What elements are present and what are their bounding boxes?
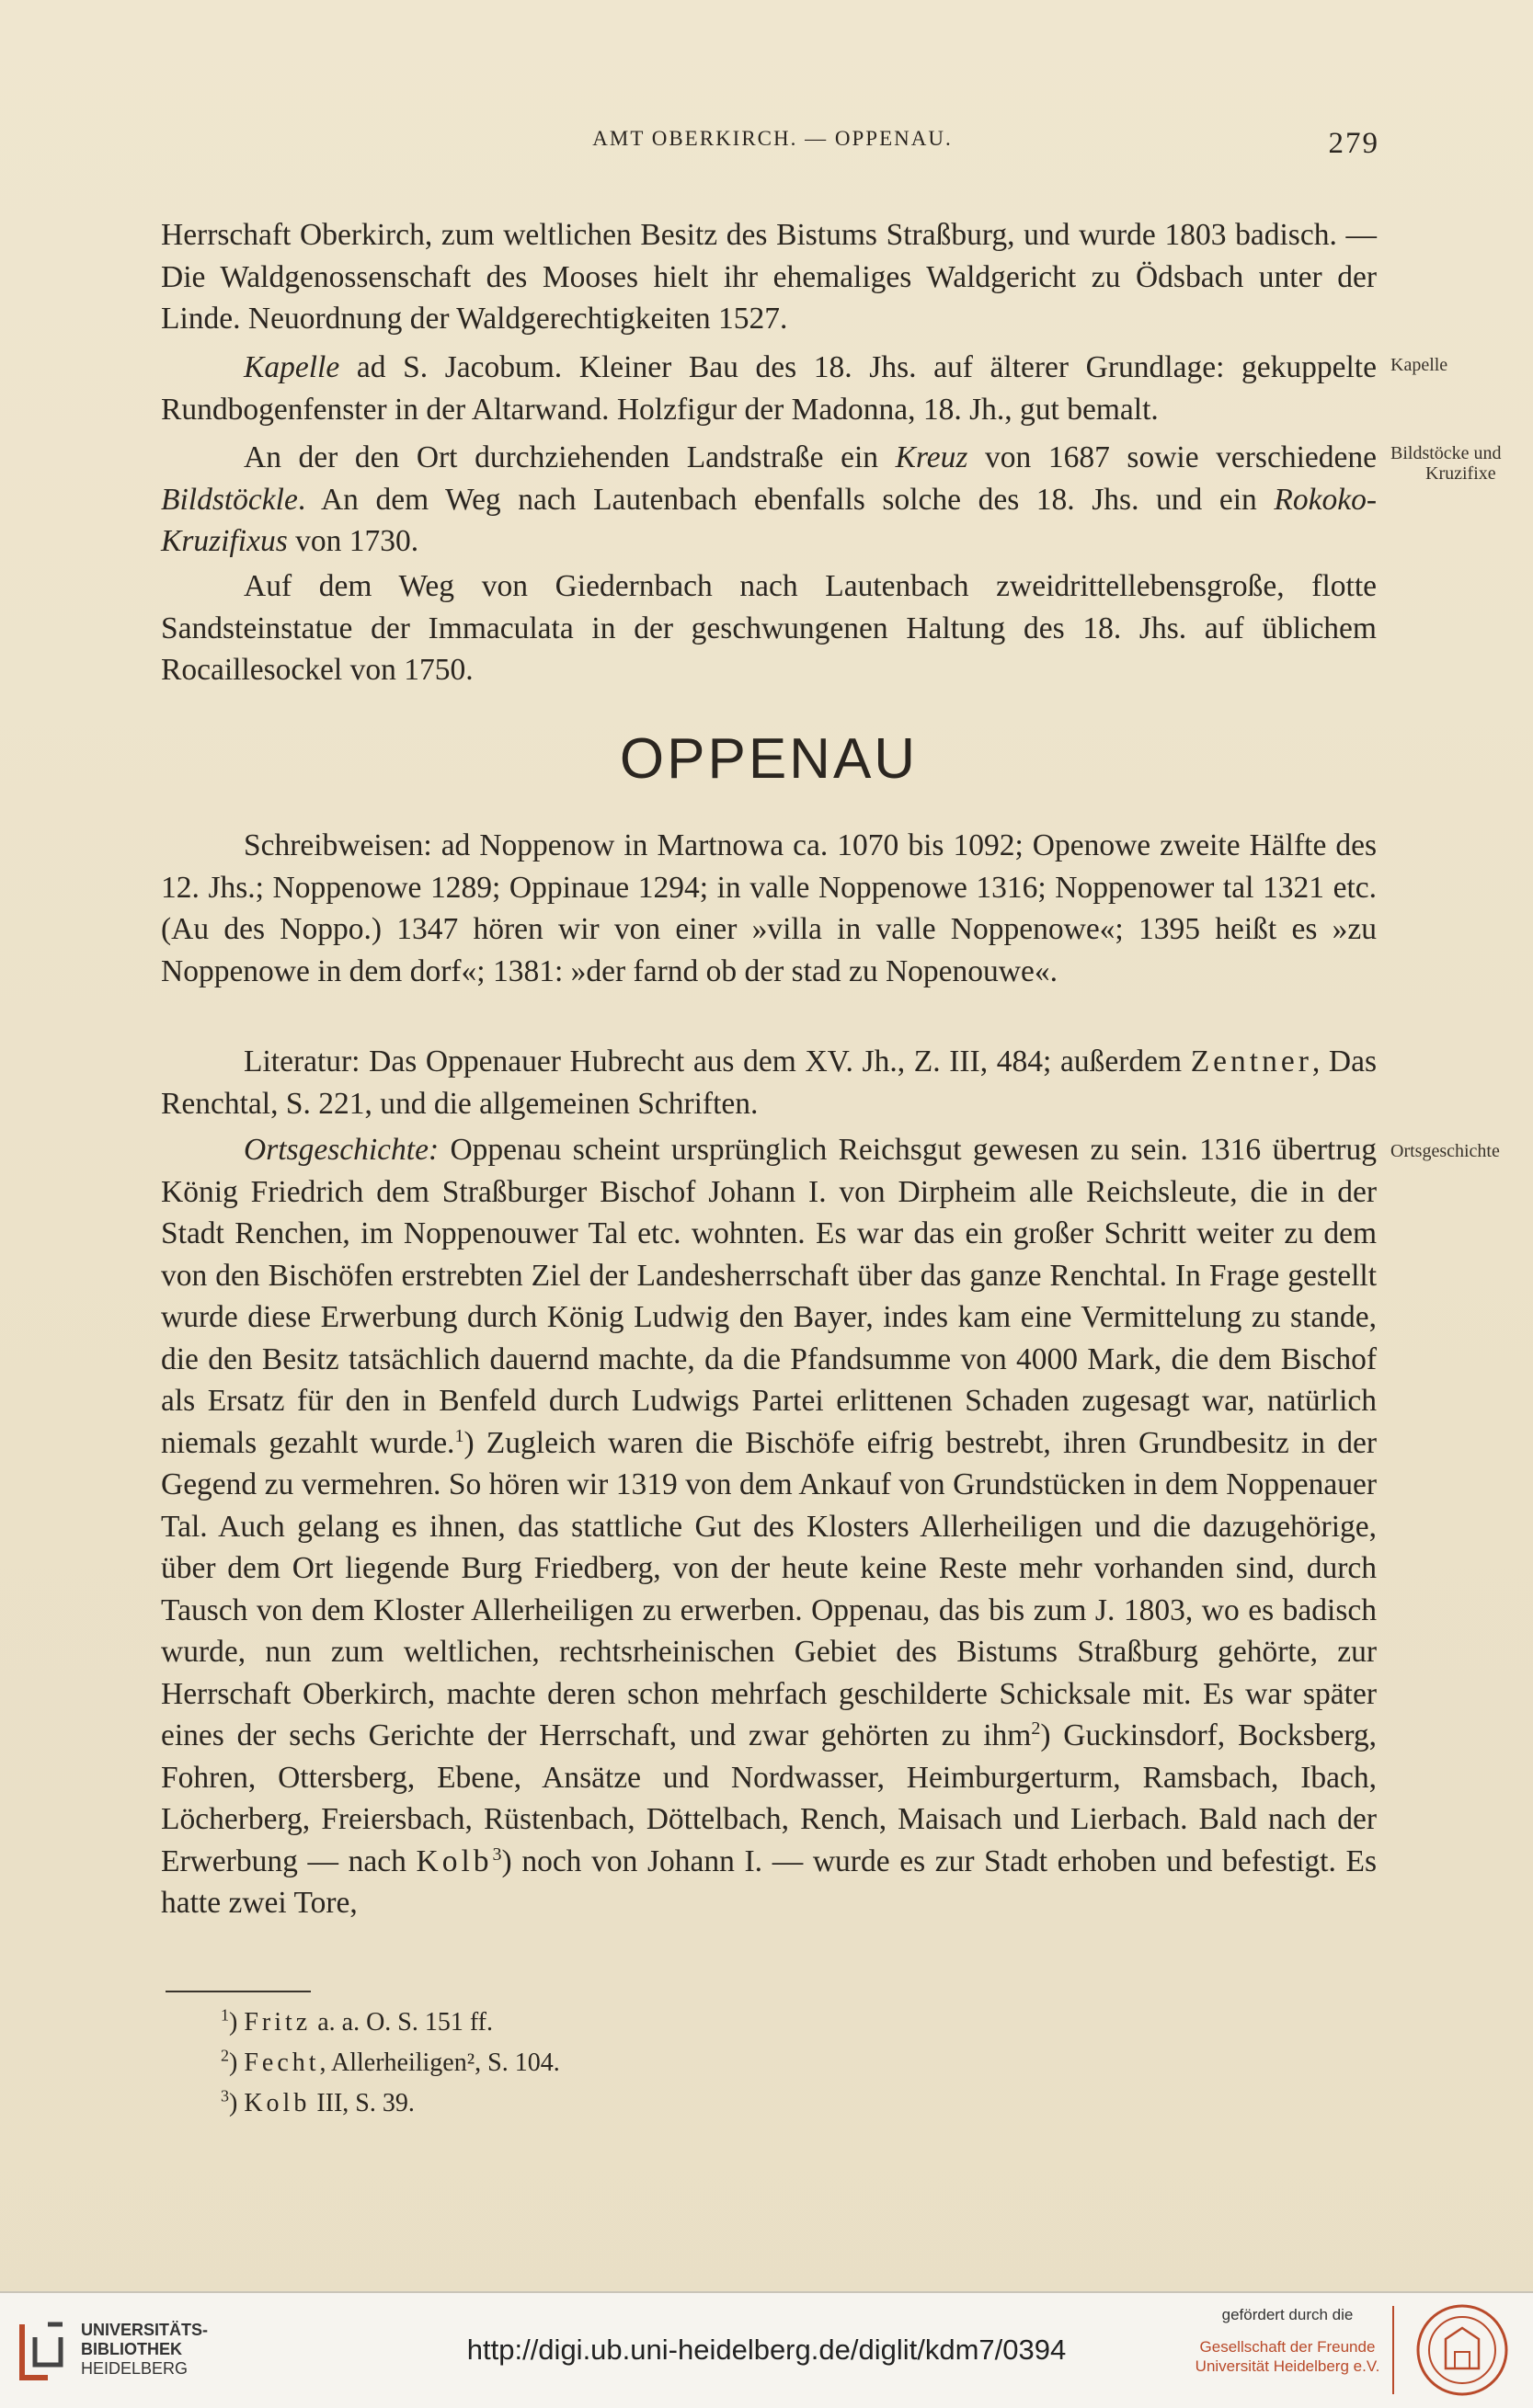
margin-note-bildstoecke — [1390, 443, 1533, 484]
bildstoecke-text-a: An der den Ort durchziehenden Landstraße ein — [244, 440, 896, 474]
zentner-author: Zentner — [1190, 1044, 1312, 1078]
sponsor-label: gefördert durch die — [1221, 2306, 1354, 2323]
library-name-line2: BIBLIOTHEK — [81, 2340, 182, 2358]
schreibweisen-text: Schreibweisen: ad Noppenow in Martnowa ca. 1070 bis 1092; Openowe zweite Hälfte des 12. Jhs.; Noppenowe 1289; Oppinaue 1294; in valle Noppenowe 1316; Noppenower tal 1321 etc. (Au des Noppo.) 1347 hören wir von einer »villa in valle Noppenowe«; 1395 heißt es »zu Noppenowe in dem dorf«; 1381: »der farnd ob der stad zu Nopenouwe«. — [161, 828, 1377, 988]
ortsgeschichte-text-a: Oppenau scheint ursprünglich Reichsgut gewesen zu sein. 1316 übertrug König Friedrich dem Straßburger Bischof Johann I. von Dirpheim alle Reichsleute, die in der Stadt Renchen, im Noppenouwer Tal etc. wohnten. Es war das ein großer Schritt weiter zu dem von den Bischöfen erstrebten Ziel der Landesherrschaft über das ganze Renchtal. In Frage gestellt wurde diese Erwerbung durch König Ludwig den Bayer, indes kam eine Vermittelung zu stande, die den Besitz tatsächlich dauernd machte, da die Pfandsumme von 4000 Mark, die dem Bischof als Ersatz für den in Benfeld durch Ludwigs Partei erlittenen Schaden zugesagt war, natürlich niemals gezahlt wurde. — [161, 1133, 1377, 1460]
footnote-mark: 2 — [221, 2046, 229, 2065]
footnote-author: Fecht — [244, 2049, 320, 2077]
paragraph-1 — [161, 214, 1377, 340]
bildstoecke-text-d: von 1730. — [287, 524, 419, 558]
ortsgeschichte-text-d: ) noch von Johann I. — wurde es zur Stadt erhoben und befestigt. Es hatte zwei Tore, — [161, 1843, 1377, 1920]
footnote-ref-2[interactable]: 2 — [1031, 1718, 1041, 1739]
kreuz-term: Kreuz — [895, 440, 968, 474]
literatur-text-a: Literatur: Das Oppenauer Hubrecht aus dem XV. Jh., Z. III, 484; außerdem — [244, 1044, 1191, 1078]
margin-note-bildstoecke-line1: Bildstöcke und — [1390, 443, 1502, 463]
immaculata-text: Auf dem Weg von Giedernbach nach Lautenbach zweidrittellebensgroße, flotte Sandsteinstatue der Immaculata in der geschwungenen Haltung des 18. Jhs. auf üblichem Rocaillesockel von 1750. — [161, 569, 1377, 687]
bildstoecke-text-c: . An dem Weg nach Lautenbach ebenfalls solche des 18. Jhs. und ein — [297, 482, 1275, 517]
paragraph-1-text: Herrschaft Oberkirch, zum weltlichen Besitz des Bistums Straßburg, und wurde 1803 badisch. — Die Waldgenossenschaft des Mooses hielt ihr ehemaliges Waldgericht zu Ödsbach unter der Linde. Neuordnung der Waldgerechtigkeiten 1527. — [161, 218, 1377, 336]
permalink-url[interactable]: http://digi.ub.uni-heidelberg.de/diglit/kdm7/0394 — [466, 2334, 1067, 2366]
sponsor-name-line2: Universität Heidelberg e.V. — [1195, 2357, 1380, 2375]
footnote-ref-1[interactable]: 1 — [454, 1425, 464, 1446]
sponsor-divider — [1392, 2306, 1394, 2394]
footnotes — [221, 2003, 560, 2124]
footnote-1: $^1$) Fritz a. a. O. S. 151 ff. — [221, 2005, 494, 2037]
kolb-author: Kolb — [416, 1843, 493, 1878]
library-name-line3: HEIDELBERG — [81, 2359, 189, 2378]
kapelle-text: ad S. Jacobum. Kleiner Bau des 18. Jhs. auf älterer Grundlage: gekuppelte Rundbogenfenster in der Altarwand. Holzfigur der Madonna, 18. Jh., gut bemalt. — [161, 350, 1377, 427]
margin-note-kapelle: Kapelle — [1390, 355, 1448, 375]
bildstoecke-text-b: von 1687 sowie verschiedene — [967, 440, 1377, 474]
paragraph-schreibweisen — [161, 825, 1377, 992]
paragraph-immaculata — [161, 565, 1377, 691]
section-title: OPPENAU — [619, 727, 919, 791]
kapelle-term: Kapelle — [244, 350, 340, 384]
margin-note-bildstoecke-line2: Kruzifixe — [1425, 463, 1496, 484]
bildstoeckle-term: Bildstöckle — [161, 482, 298, 517]
rokoko-term: Rokoko-Kruzifixus — [161, 482, 1377, 558]
footnote-mark: 1 — [221, 2005, 229, 2025]
sponsor-block — [1186, 2306, 1389, 2376]
university-seal-icon — [1414, 2302, 1510, 2398]
footnote-ref-3[interactable]: 3 — [492, 1843, 502, 1865]
ortsgeschichte-text-c: ) Guckinsdorf, Bocksberg, Fohren, Ottersberg, Ebene, Ansätze und Nordwasser, Heimburgerturm, Ramsbach, Ibach, Löcherberg, Freiersbach, Rüstenbach, Döttelbach, Rench, Maisach und Lierbach. Bald nach der Erwerbung — nach — [161, 1718, 1377, 1878]
running-title: AMT OBERKIRCH. — OPPENAU. — [592, 127, 953, 150]
sponsor-name-line1: Gesellschaft der Freunde — [1199, 2338, 1376, 2356]
footnote-text: a. a. O. S. 151 ff. — [311, 2008, 494, 2037]
margin-note-ortsgeschichte: Ortsgeschichte — [1390, 1141, 1500, 1161]
page-number: 279 — [1328, 127, 1379, 160]
footnote-mark: 3 — [221, 2086, 229, 2106]
footnote-text: , Allerheiligen², S. 104. — [319, 2049, 560, 2077]
footnote-rule — [166, 1991, 311, 1992]
footnote-author: Kolb — [244, 2089, 311, 2117]
footnote-3: $^3$) Kolb III, S. 39. — [221, 2086, 415, 2117]
paragraph-literatur — [161, 1041, 1377, 1124]
paragraph-bildstoecke — [161, 437, 1377, 563]
footnote-author: Fritz — [244, 2008, 312, 2037]
footnote-2: $^2$) Fecht, Allerheiligen², S. 104. — [221, 2046, 560, 2077]
ortsgeschichte-text-b: ) Zugleich waren die Bischöfe eifrig bestrebt, ihren Grundbesitz in der Gegend zu vermehren. So hören wir 1319 von dem Ankauf von Grundstücken in dem Noppenauer Tal. Auch gelang es ihnen, das stattliche Gut des Klosters Allerheiligen und die dazugehörige, über dem Ort liegende Burg Friedberg, von der heute keine Reste mehr vorhanden sind, durch Tausch von dem Kloster Allerheiligen zu erwerben. Oppenau, das bis zum J. 1803, wo es badisch wurde, nun zum weltlichen, rechtsrheinischen Gebiet des Bistums Straßburg gehörte, zur Herrschaft Oberkirch, machte deren schon mehrfach geschilderte Schicksale mit. Es war später eines der sechs Gerichte der Herrschaft, und zwar gehörten zu ihm — [161, 1425, 1377, 1752]
paragraph-ortsgeschichte — [161, 1129, 1377, 1924]
ortsgeschichte-term: Ortsgeschichte: — [244, 1133, 440, 1167]
footnote-text: III, S. 39. — [310, 2089, 415, 2117]
literatur-text-b: , Das Renchtal, S. 221, und die allgemeinen Schriften. — [161, 1044, 1377, 1121]
running-header — [166, 127, 1379, 173]
footer-bar — [0, 2291, 1533, 2408]
library-name-line1: UNIVERSITÄTS- — [81, 2321, 209, 2339]
paragraph-kapelle — [161, 347, 1377, 430]
